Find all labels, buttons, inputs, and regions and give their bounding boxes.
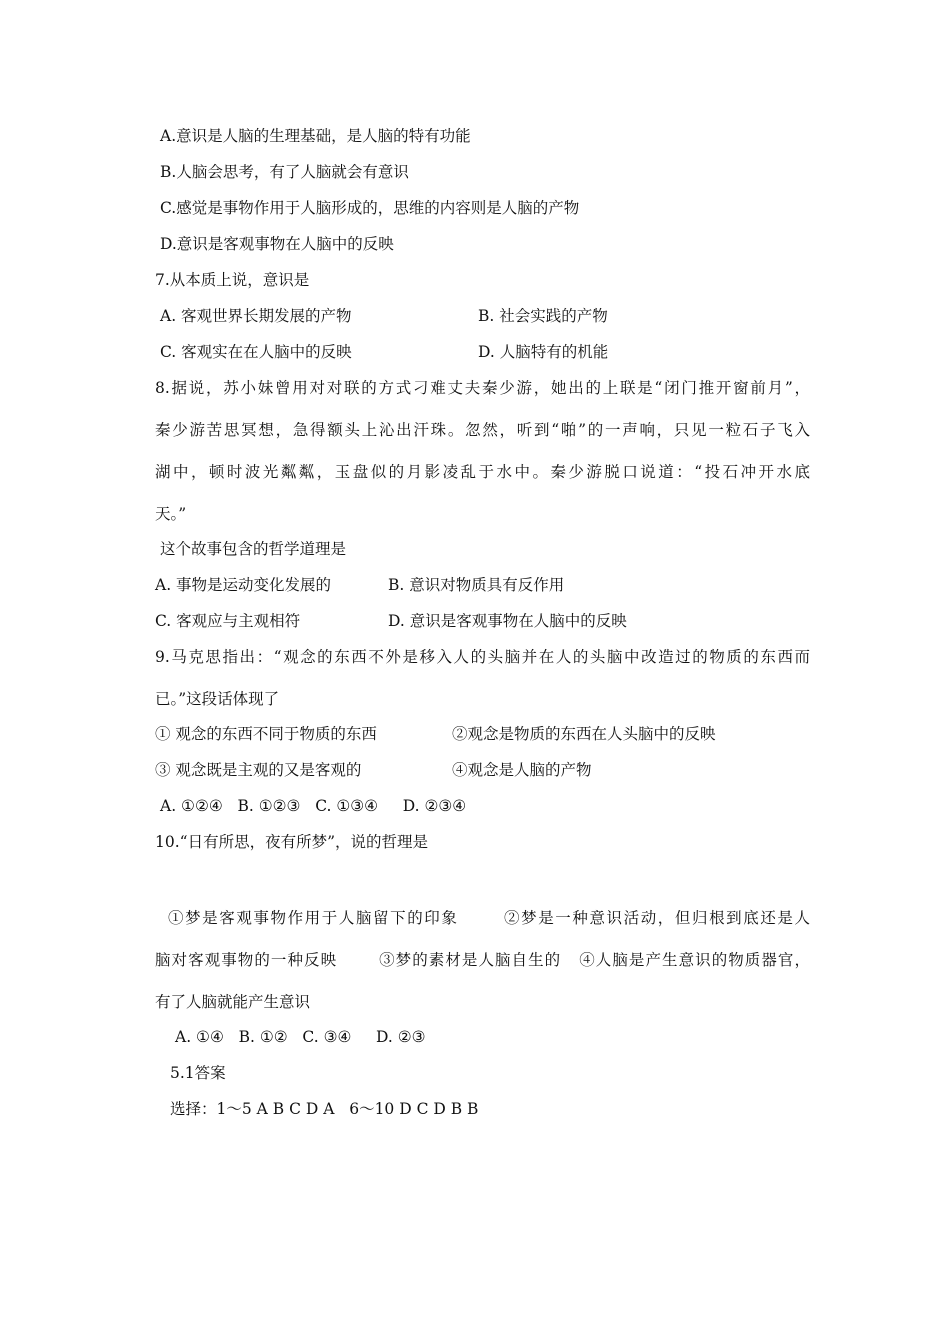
q9-statement-3: ③ 观念既是主观的又是客观的 <box>155 761 362 779</box>
q9-statement-2: ②观念是物质的东西在人头脑中的反映 <box>452 725 716 743</box>
q6-option-c: C.感觉是事物作用于人脑形成的，思维的内容则是人脑的产物 <box>160 199 580 217</box>
q8-option-c: C. 客观应与主观相符 <box>155 612 301 630</box>
q8-option-a: A. 事物是运动变化发展的 <box>155 576 332 594</box>
q6-option-a: A.意识是人脑的生理基础，是人脑的特有功能 <box>160 127 471 145</box>
q9-statement-4: ④观念是人脑的产物 <box>452 761 592 779</box>
answers-text: 选择：1～5 A B C D A 6～10 D C D B B <box>170 1100 479 1118</box>
q9-choices: A. ①②④ B. ①②③ C. ①③④ D. ②③④ <box>160 797 467 815</box>
q10-statements-line-1: ①梦是客观事物作用于人脑留下的印象 ②梦是一种意识活动，但归根到底还是人 <box>168 909 810 927</box>
q10-statements-line-3: 有了人脑就能产生意识 <box>155 993 311 1011</box>
q9-statement-1: ① 观念的东西不同于物质的东西 <box>155 725 377 743</box>
q8-option-b: B. 意识对物质具有反作用 <box>388 576 565 594</box>
q10-choices: A. ①④ B. ①② C. ③④ D. ②③ <box>175 1028 426 1046</box>
q7-option-b: B. 社会实践的产物 <box>478 307 608 325</box>
q6-option-b: B.人脑会思考，有了人脑就会有意识 <box>160 163 409 181</box>
q7-option-c: C. 客观实在在人脑中的反映 <box>160 343 352 361</box>
q10-statements-line-2: 脑对客观事物的一种反映 ③梦的素材是人脑自生的 ④人脑是产生意识的物质器官， <box>155 951 810 969</box>
q8-prompt: 这个故事包含的哲学道理是 <box>160 540 347 558</box>
q7-stem: 7.从本质上说，意识是 <box>155 271 310 289</box>
q8-stem-line-3: 湖中，顿时波光粼粼，玉盘似的月影凌乱于水中。秦少游脱口说道：“投石冲开水底 <box>155 463 810 481</box>
q9-stem-line-2: 已。”这段话体现了 <box>155 690 280 708</box>
q7-option-a: A. 客观世界长期发展的产物 <box>160 307 352 325</box>
q7-option-d: D. 人脑特有的机能 <box>478 343 609 361</box>
answers-heading: 5.1答案 <box>170 1064 226 1082</box>
q9-stem-line-1: 9.马克思指出：“观念的东西不外是移入人的头脑并在人的头脑中改造过的物质的东西而 <box>155 648 810 666</box>
q6-option-d: D.意识是客观事物在人脑中的反映 <box>160 235 394 253</box>
q8-stem-line-1: 8.据说，苏小妹曾用对对联的方式刁难丈夫秦少游，她出的上联是“闭门推开窗前月”， <box>155 379 810 397</box>
q8-stem-line-4: 天。” <box>155 505 187 523</box>
q10-stem: 10.“日有所思，夜有所梦”，说的哲理是 <box>155 833 428 851</box>
q8-stem-line-2: 秦少游苦思冥想，急得额头上沁出汗珠。忽然，听到“啪”的一声响，只见一粒石子飞入 <box>155 421 810 439</box>
q8-option-d: D. 意识是客观事物在人脑中的反映 <box>388 612 627 630</box>
